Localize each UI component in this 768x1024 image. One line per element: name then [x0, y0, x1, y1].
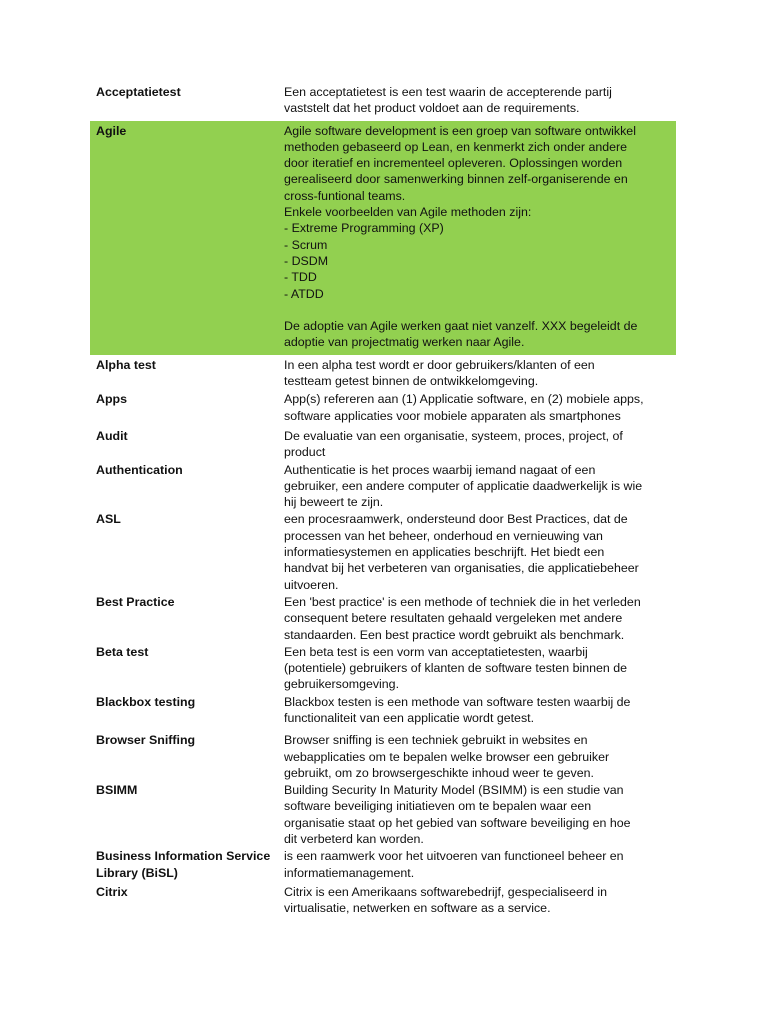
- term-label: ASL: [96, 512, 121, 527]
- glossary-row-best-practice: [90, 594, 676, 643]
- definition-line: - DSDM: [284, 253, 329, 268]
- definition-line: Blackbox testen is een methode van software testen waarbij de: [284, 694, 631, 709]
- definition-line: standaarden. Een best practice wordt gebruikt als benchmark.: [284, 627, 625, 642]
- definition-line: functionaliteit van een applicatie wordt getest.: [284, 710, 535, 725]
- term-label: Beta test: [96, 644, 149, 659]
- definition-line: De adoptie van Agile werken gaat niet vanzelf. XXX begeleidt de: [284, 319, 638, 334]
- definition-line: App(s) refereren aan (1) Applicatie software, en (2) mobiele apps,: [284, 392, 644, 407]
- definition-line: gerealiseerd door samenwerking binnen zelf-organiserende en: [284, 172, 628, 187]
- glossary-row-audit: [90, 428, 676, 461]
- glossary-row-apps: [90, 391, 676, 424]
- definition-line: gebruiker, een andere computer of applicatie daadwerkelijk is wie: [284, 478, 643, 493]
- term-label: Business Information Service Library (BiSL): [96, 849, 271, 880]
- definition-text: [278, 782, 676, 847]
- definition-line: virtualisatie, netwerken en software as a service.: [284, 901, 551, 916]
- definition-line: De evaluatie van een organisatie, systeem, proces, project, of: [284, 428, 623, 443]
- term-label: Citrix: [96, 884, 128, 899]
- glossary-table: [90, 84, 676, 917]
- definition-line: door iteratief en incrementeel opleveren. Oplossingen worden: [284, 156, 623, 171]
- glossary-row-blackbox-testing: [90, 694, 676, 727]
- term-label: Blackbox testing: [96, 694, 196, 709]
- term-label: Audit: [96, 428, 128, 443]
- definition-line: handvat bij het verbeteren van organisaties, die applicatiebeheer: [284, 561, 639, 576]
- definition-text: [278, 732, 676, 781]
- definition-text: [278, 462, 676, 511]
- definition-line: (potentiele) gebruikers of klanten de software testen binnen de: [284, 661, 628, 676]
- definition-line: Agile software development is een groep van software ontwikkel: [284, 123, 636, 138]
- glossary-row-acceptatietest: [90, 84, 676, 117]
- definition-line: adoptie van projectmatig werken naar Agile.: [284, 335, 525, 350]
- definition-text: [278, 848, 676, 881]
- definition-line: informatiesystemen en applicaties beschrijft. Het biedt een: [284, 545, 605, 560]
- definition-line: vaststelt dat het product voldoet aan de requirements.: [284, 101, 580, 116]
- definition-line: informatiemanagement.: [284, 865, 415, 880]
- definition-line: hij beweert te zijn.: [284, 495, 384, 510]
- definition-line: software applicaties voor mobiele apparaten als smartphones: [284, 408, 621, 423]
- term-label: Browser Sniffing: [96, 733, 196, 748]
- definition-line: - ATDD: [284, 286, 324, 301]
- definition-line: Browser sniffing is een techniek gebruikt in websites en: [284, 733, 588, 748]
- definition-line: gebruikt, om zo browsergeschikte inhoud weer te geven.: [284, 765, 594, 780]
- definition-line: een procesraamwerk, ondersteund door Best Practices, dat de: [284, 512, 628, 527]
- definition-line: dit verbeterd kan worden.: [284, 832, 424, 847]
- definition-text: [278, 391, 676, 424]
- definition-text: [278, 694, 676, 727]
- definition-line: Een acceptatietest is een test waarin de accepterende partij: [284, 85, 612, 99]
- definition-line: gebruikersomgeving.: [284, 677, 400, 692]
- definition-line: Authenticatie is het proces waarbij iemand nagaat of een: [284, 462, 596, 477]
- definition-line: uitvoeren.: [284, 577, 339, 592]
- definition-line: testteam getest binnen de ontwikkelomgeving.: [284, 374, 539, 389]
- glossary-row-browser-sniffing: [90, 732, 676, 781]
- term-label: Alpha test: [96, 357, 156, 372]
- definition-line: methoden gebaseerd op Lean, en kenmerkt zich onder andere: [284, 139, 628, 154]
- term-label: Apps: [96, 392, 127, 407]
- glossary-row-beta-test: [90, 644, 676, 693]
- definition-line: Citrix is een Amerikaans softwarebedrijf, gespecialiseerd in: [284, 884, 607, 899]
- definition-line: Een beta test is een vorm van acceptatietesten, waarbij: [284, 644, 588, 659]
- definition-line: webapplicaties om te bepalen welke browser een gebruiker: [284, 749, 610, 764]
- definition-text: [278, 884, 676, 917]
- glossary-row-agile: [90, 121, 676, 355]
- definition-line: - Scrum: [284, 237, 328, 252]
- definition-line: - Extreme Programming (XP): [284, 221, 444, 236]
- definition-text: [278, 644, 676, 693]
- glossary-row-authentication: [90, 462, 676, 511]
- definition-line: cross-funtional teams.: [284, 188, 406, 203]
- term-label: Agile: [96, 123, 127, 138]
- definition-text: [278, 84, 676, 117]
- glossary-row-citrix: [90, 884, 676, 917]
- term-label: BSIMM: [96, 783, 138, 798]
- definition-text: [278, 123, 676, 351]
- definition-line: Building Security In Maturity Model (BSIMM) is een studie van: [284, 783, 624, 798]
- definition-line: In een alpha test wordt er door gebruikers/klanten of een: [284, 357, 595, 372]
- term-label: Authentication: [96, 462, 183, 477]
- definition-blank-line: [284, 302, 676, 318]
- glossary-row-alpha-test: [90, 357, 676, 390]
- glossary-row-bsimm: [90, 782, 676, 847]
- definition-text: [278, 428, 676, 461]
- term-label: Best Practice: [96, 594, 175, 609]
- definition-line: Enkele voorbeelden van Agile methoden zijn:: [284, 205, 532, 220]
- term-label: Acceptatietest: [96, 85, 181, 99]
- definition-line: software beveiliging initiatieven om te bepalen waar een: [284, 799, 592, 814]
- glossary-row-asl: [90, 511, 676, 592]
- glossary-row-bisl: [90, 848, 676, 881]
- definition-line: - TDD: [284, 270, 317, 285]
- definition-text: [278, 357, 676, 390]
- definition-line: processen van het beheer, onderhoud en vernieuwing van: [284, 528, 603, 543]
- definition-text: [278, 594, 676, 643]
- definition-line: is een raamwerk voor het uitvoeren van functioneel beheer en: [284, 849, 624, 864]
- definition-line: product: [284, 445, 326, 460]
- definition-line: consequent betere resultaten gehaald vergeleken met andere: [284, 611, 623, 626]
- definition-line: organisatie staat op het gebied van software beveiliging en hoe: [284, 815, 631, 830]
- definition-text: [278, 511, 676, 592]
- definition-line: Een 'best practice' is een methode of techniek die in het verleden: [284, 594, 641, 609]
